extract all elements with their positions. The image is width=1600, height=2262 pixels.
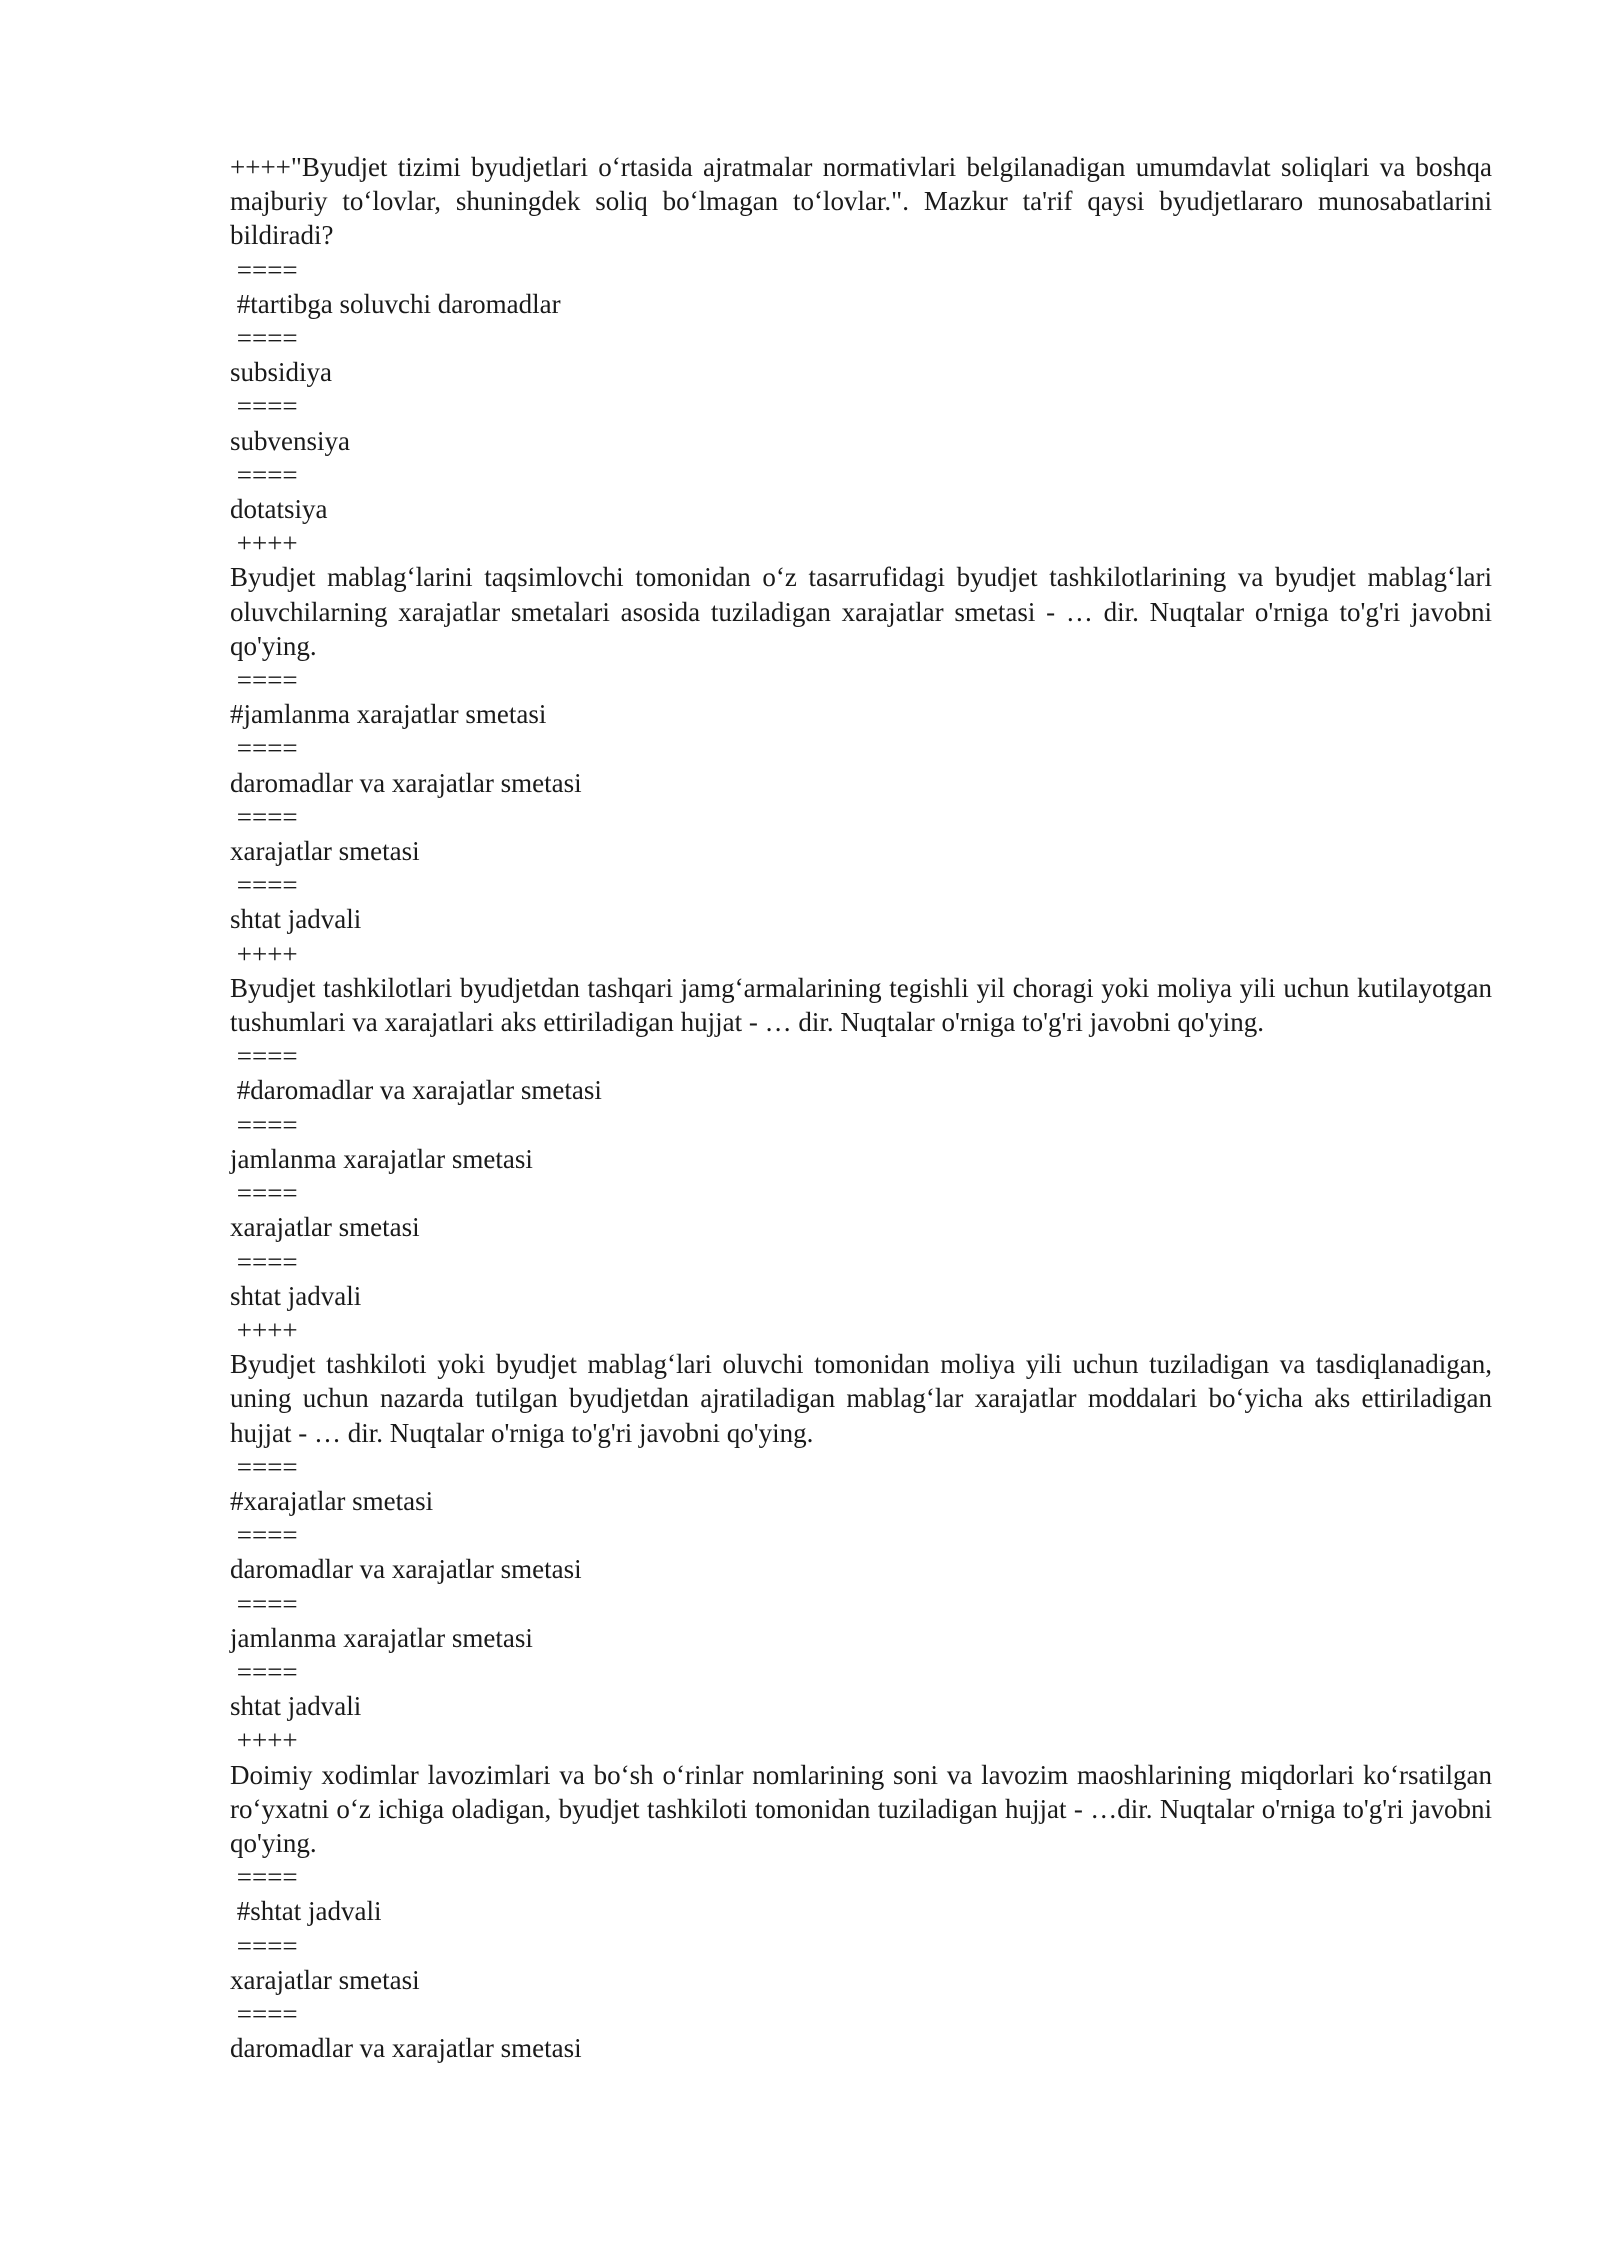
answer-option: daromadlar va xarajatlar smetasi	[230, 767, 582, 798]
option-separator: ====	[230, 1656, 298, 1687]
document-page	[230, 150, 1492, 2065]
question-paragraph: Byudjet tashkiloti yoki byudjet mablagʻlari oluvchi tomonidan moliya yili uchun tuziladigan va tasdiqlanadigan, uning uchun nazarda tutilgan byudjetdan ajratiladigan mablagʻlar xarajatlar moddalari boʻyicha aks ettiriladigan hujjat - … dir. Nuqtalar o'rniga to'g'ri javobni qo'ying.	[230, 1349, 1492, 1448]
option-separator: ====	[230, 1246, 298, 1277]
answer-option: jamlanma xarajatlar smetasi	[230, 1622, 533, 1653]
option-separator: ====	[230, 1451, 298, 1482]
answer-option: subvensiya	[230, 425, 350, 456]
answer-option: shtat jadvali	[230, 1691, 362, 1722]
option-separator: ====	[230, 323, 298, 354]
question-paragraph: ++++"Byudjet tizimi byudjetlari oʻrtasida ajratmalar normativlari belgilanadigan umumdavlat soliqlari va boshqa majburiy toʻlovlar, shuningdek soliq boʻlmagan toʻlovlar.". Mazkur ta'rif qaysi byudjetlararo munosabatlarini bildiradi?	[230, 152, 1492, 251]
correct-answer-option: #xarajatlar smetasi	[230, 1485, 434, 1516]
option-separator: ====	[230, 1178, 298, 1209]
option-separator: ====	[230, 1109, 298, 1140]
question-paragraph: Doimiy xodimlar lavozimlari va boʻsh oʻrinlar nomlarining soni va lavozim maoshlarining miqdorlari koʻrsatilgan roʻyxatni oʻz ichiga oladigan, byudjet tashkiloti tomonidan tuziladigan hujjat - …dir. Nuqtalar o'rniga to'g'ri javobni qo'ying.	[230, 1759, 1492, 1858]
option-separator: ====	[230, 1520, 298, 1551]
option-separator: ====	[230, 391, 298, 422]
answer-option: daromadlar va xarajatlar smetasi	[230, 2033, 582, 2064]
answer-option: subsidiya	[230, 357, 333, 388]
answer-option: daromadlar va xarajatlar smetasi	[230, 1554, 582, 1585]
question-separator: ++++	[230, 938, 298, 969]
option-separator: ====	[230, 801, 298, 832]
option-separator: ====	[230, 459, 298, 490]
option-separator: ====	[230, 1862, 298, 1893]
correct-answer-option: #jamlanma xarajatlar smetasi	[230, 699, 547, 730]
option-separator: ====	[230, 1588, 298, 1619]
correct-answer-option: #tartibga soluvchi daromadlar	[230, 288, 561, 319]
answer-option: jamlanma xarajatlar smetasi	[230, 1143, 533, 1174]
answer-option: xarajatlar smetasi	[230, 836, 420, 867]
answer-option: dotatsiya	[230, 494, 328, 525]
correct-answer-option: #shtat jadvali	[230, 1896, 382, 1927]
option-separator: ====	[230, 733, 298, 764]
option-separator: ====	[230, 1998, 298, 2029]
option-separator: ====	[230, 1930, 298, 1961]
answer-option: shtat jadvali	[230, 1280, 362, 1311]
question-separator: ++++	[230, 1314, 298, 1345]
question-separator: ++++	[230, 528, 298, 559]
option-separator: ====	[230, 254, 298, 285]
answer-option: shtat jadvali	[230, 904, 362, 935]
answer-option: xarajatlar smetasi	[230, 1212, 420, 1243]
option-separator: ====	[230, 665, 298, 696]
correct-answer-option: #daromadlar va xarajatlar smetasi	[230, 1075, 602, 1106]
question-paragraph: Byudjet tashkilotlari byudjetdan tashqari jamgʻarmalarining tegishli yil choragi yoki moliya yili uchun kutilayotgan tushumlari va xarajatlari aks ettiriladigan hujjat - … dir. Nuqtalar o'rniga to'g'ri javobni qo'ying.	[230, 972, 1492, 1038]
answer-option: xarajatlar smetasi	[230, 1964, 420, 1995]
question-separator: ++++	[230, 1725, 298, 1756]
option-separator: ====	[230, 1041, 298, 1072]
option-separator: ====	[230, 870, 298, 901]
question-paragraph: Byudjet mablagʻlarini taqsimlovchi tomonidan oʻz tasarrufidagi byudjet tashkilotlarining va byudjet mablagʻlari oluvchilarning xarajatlar smetalari asosida tuziladigan xarajatlar smetasi - … dir. Nuqtalar o'rniga to'g'ri javobni qo'ying.	[230, 562, 1492, 661]
